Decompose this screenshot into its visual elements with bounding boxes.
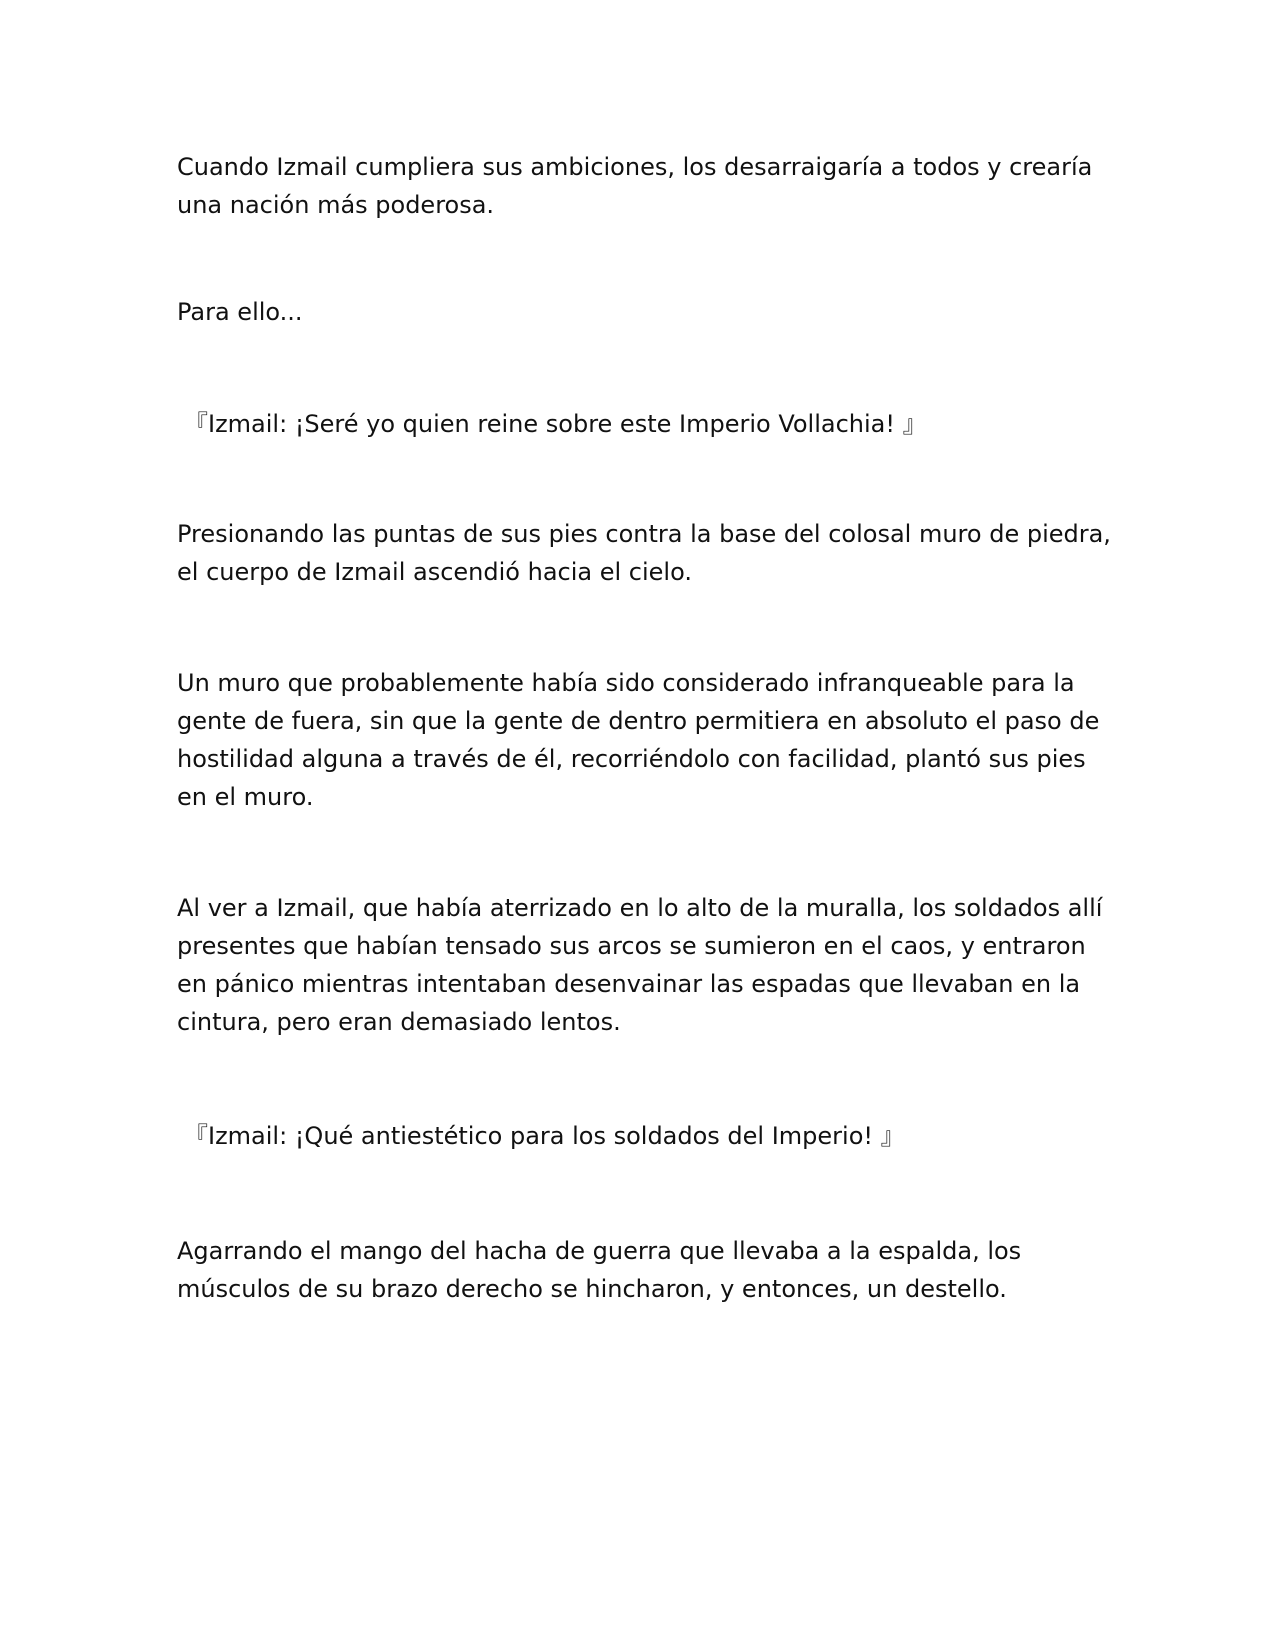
dialogue-1	[184, 405, 1114, 443]
paragraph-line: Un muro que probablemente había sido considerado infranqueable para la	[177, 669, 1075, 697]
paragraph-line: Agarrando el mango del hacha de guerra que llevaba a la espalda, los	[177, 1237, 1022, 1265]
paragraph-line: presentes que habían tensado sus arcos se sumieron en el caos, y entraron	[177, 932, 1086, 960]
paragraph-line: Al ver a Izmail, que había aterrizado en lo alto de la muralla, los soldados allí	[177, 894, 1103, 922]
paragraph-line: gente de fuera, sin que la gente de dentro permitiera en absoluto el paso de	[177, 707, 1100, 735]
dialogue-line: 『Izmail: ¡Qué antiestético para los soldados del Imperio! 』	[184, 1122, 905, 1150]
paragraph-line: Presionando las puntas de sus pies contra la base del colosal muro de piedra,	[177, 520, 1111, 548]
paragraph-line: cintura, pero eran demasiado lentos.	[177, 1008, 621, 1036]
dialogue-line: 『Izmail: ¡Seré yo quien reine sobre este Imperio Vollachia! 』	[184, 410, 927, 438]
paragraph-line: en el muro.	[177, 783, 314, 811]
paragraph-4	[177, 664, 1107, 816]
paragraph-1	[177, 148, 1107, 224]
paragraph-line: Cuando Izmail cumpliera sus ambiciones, los desarraigaría a todos y crearía	[177, 153, 1093, 181]
paragraph-2	[177, 293, 1107, 331]
paragraph-line: hostilidad alguna a través de él, recorriéndolo con facilidad, plantó sus pies	[177, 745, 1086, 773]
paragraph-line: el cuerpo de Izmail ascendió hacia el cielo.	[177, 558, 692, 586]
paragraph-6	[177, 1232, 1107, 1308]
paragraph-line: Para ello...	[177, 298, 303, 326]
paragraph-line: en pánico mientras intentaban desenvainar las espadas que llevaban en la	[177, 970, 1081, 998]
paragraph-line: músculos de su brazo derecho se hincharon, y entonces, un destello.	[177, 1275, 1007, 1303]
dialogue-2	[184, 1117, 1114, 1155]
paragraph-5	[177, 889, 1107, 1041]
paragraph-line: una nación más poderosa.	[177, 191, 495, 219]
paragraph-3	[177, 515, 1111, 591]
